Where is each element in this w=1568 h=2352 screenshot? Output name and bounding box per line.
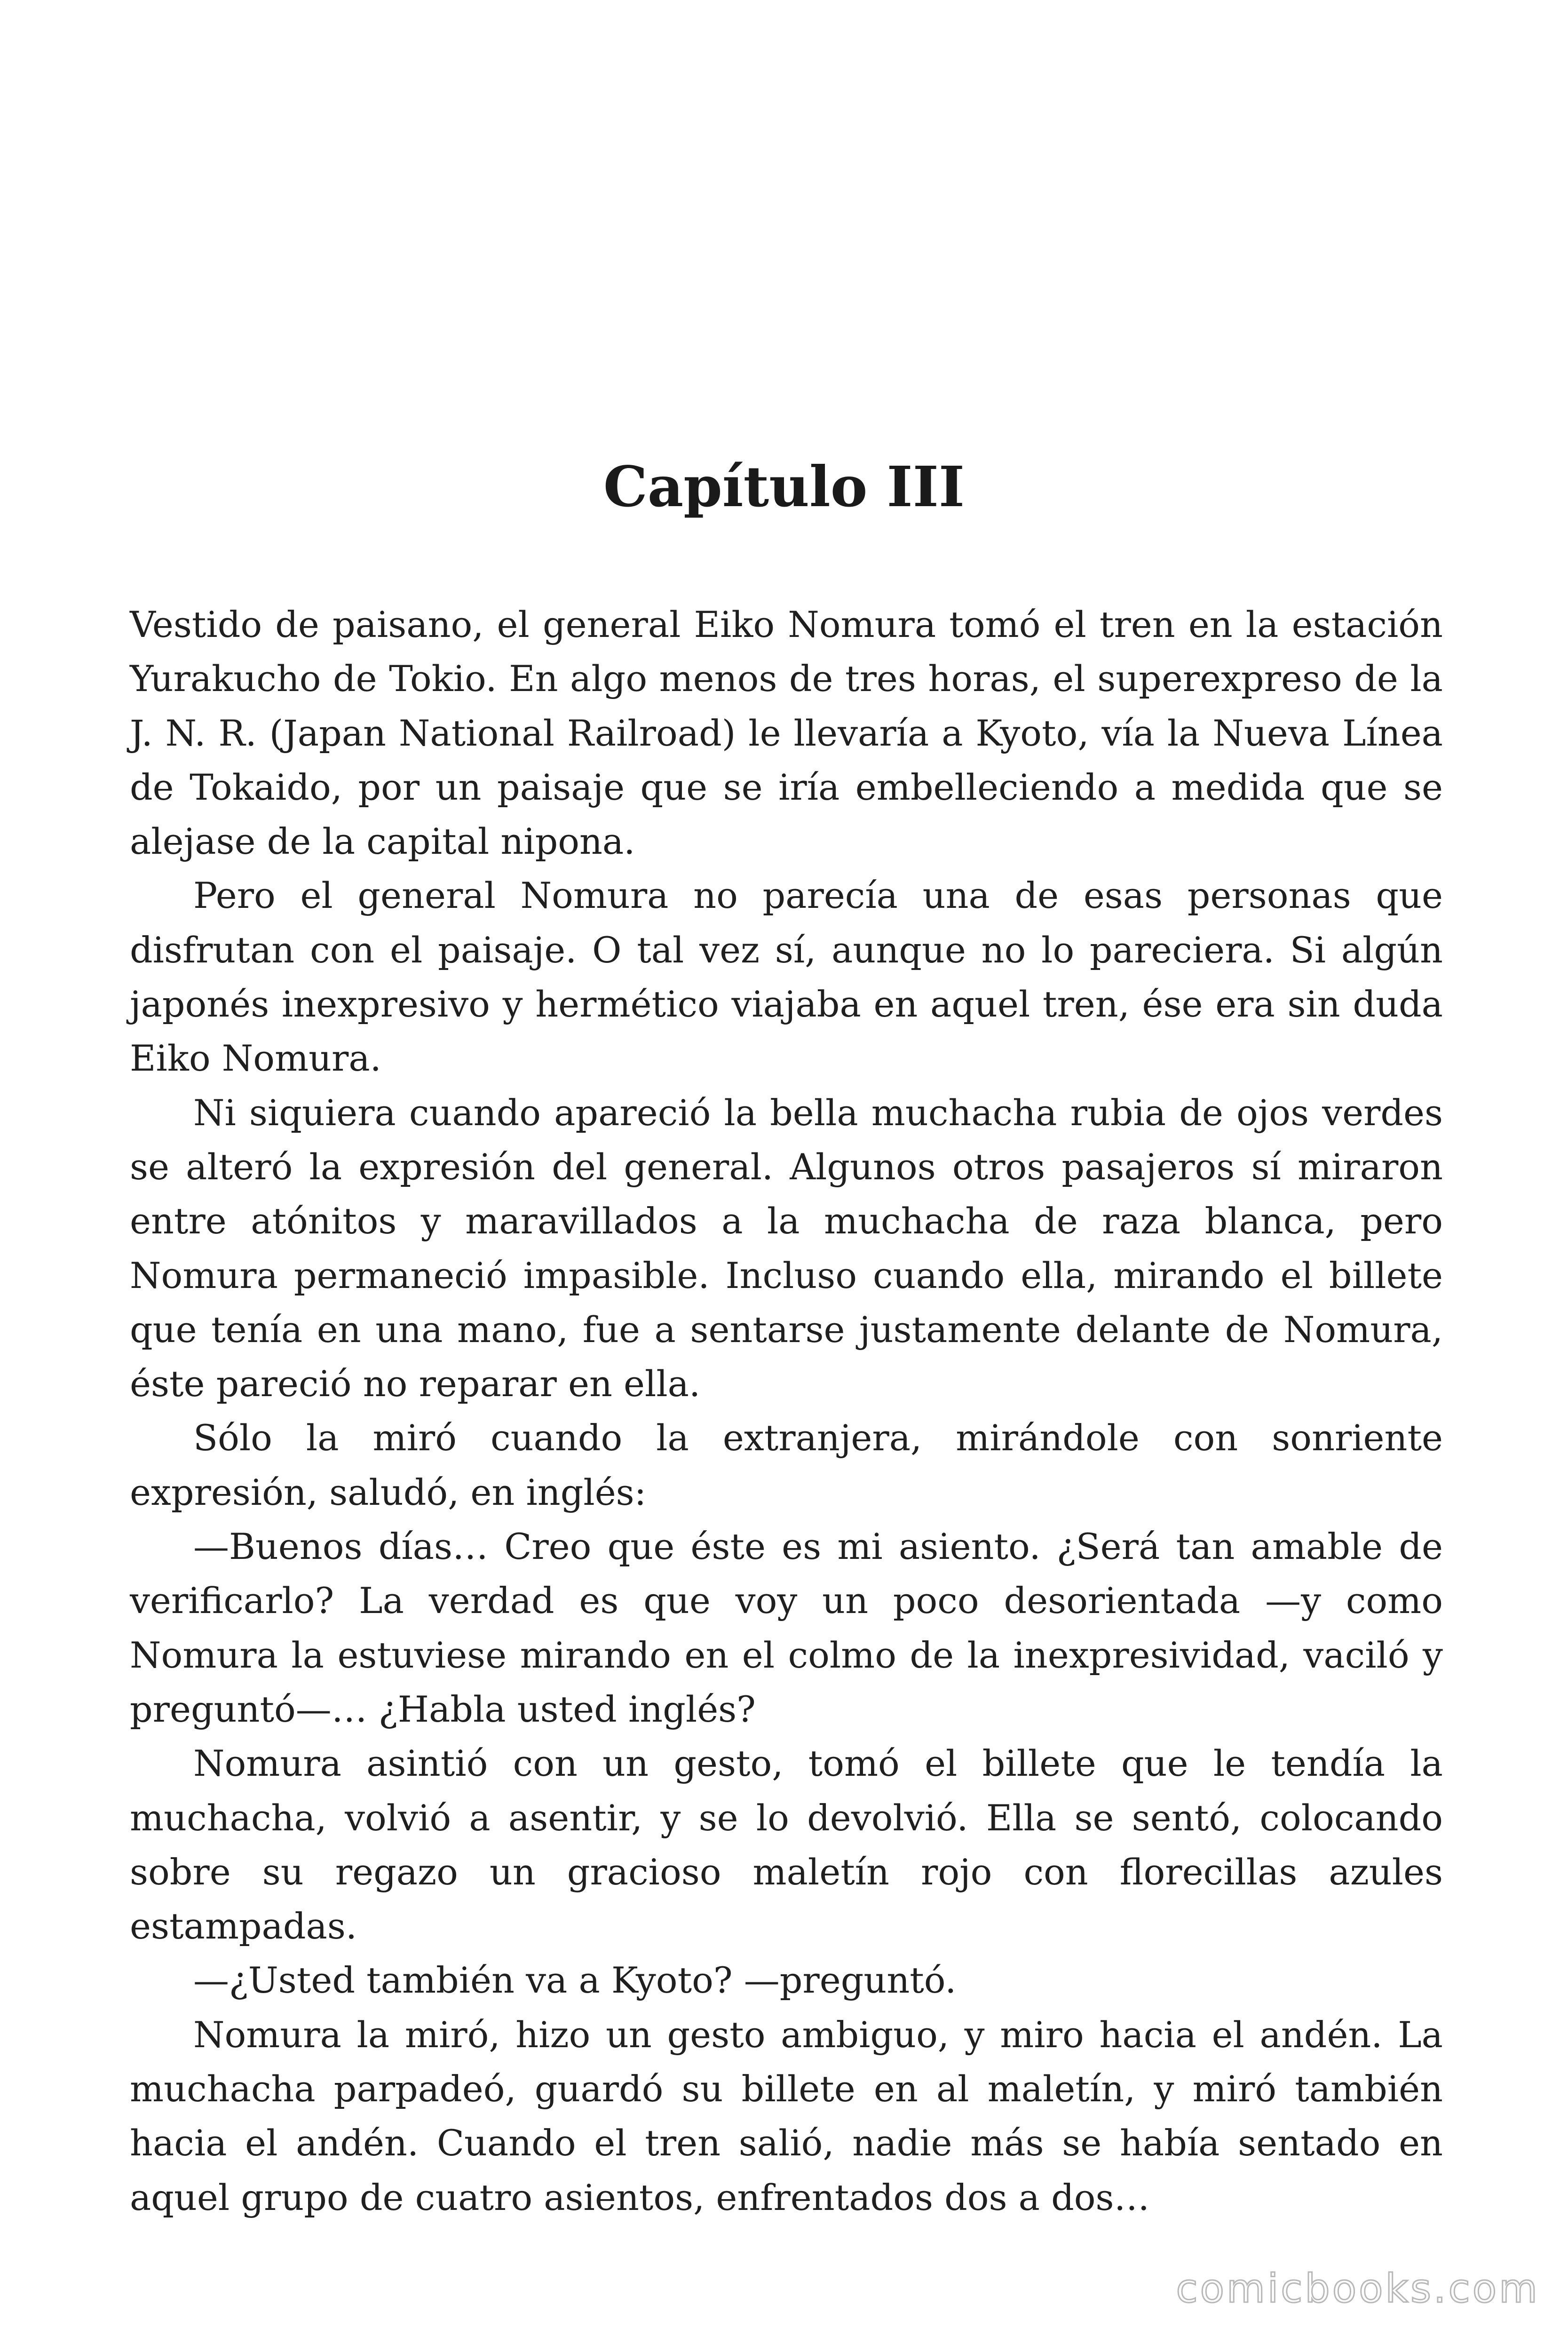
paragraph: Vestido de paisano, el general Eiko Nomura tomó el tren en la estación Yurakucho de Tokio. En algo menos de tres horas, el superexpreso de la J. N. R. (Japan National Railroad) le llevaría a Kyoto, vía la Nueva Línea de Tokaido, por un paisaje que se iría embelleciendo a medida que se alejase de la capital nipona. [130,604,1443,863]
dialogue-paragraph: —¿Usted también va a Kyoto? —preguntó. [193,1959,957,2002]
paragraph: Ni siquiera cuando apareció la bella muchacha rubia de ojos verdes se alteró la expresión del general. Algunos otros pasajeros sí miraron entre atónitos y maravillados a la muchacha de raza blanca, pero Nomura permaneció impasible. Incluso cuando ella, mirando el billete que tenía en una mano, fue a sentarse justamente delante de Nomura, éste pareció no reparar en ella. [130,1091,1443,1405]
dialogue-paragraph: —Buenos días… Creo que éste es mi asiento. ¿Será tan amable de verificarlo? La verdad es que voy un poco desorientada —y como Nomura la estuviese mirando en el colmo de la inexpresividad, vaciló y preguntó—… ¿Habla usted inglés? [130,1526,1443,1730]
chapter-title: Capítulo III [603,454,965,519]
paragraph: Nomura asintió con un gesto, tomó el billete que le tendía la muchacha, volvió a asentir, y se lo devolvió. Ella se sentó, colocando sobre su regazo un gracioso maletín rojo con florecillas azules estampadas. [130,1742,1443,1947]
paragraph: Pero el general Nomura no parecía una de esas personas que disfrutan con el paisaje. O tal vez sí, aunque no lo pareciera. Si algún japonés inexpresivo y hermético viajaba en aquel tren, ése era sin duda Eiko Nomura. [130,874,1443,1080]
watermark: comicbooks.com [1176,2265,1540,2312]
paragraph: Sólo la miró cuando la extranjera, mirándole con sonriente expresión, saludó, en inglés: [130,1417,1443,1513]
chapter-body [130,597,1443,2225]
paragraph: Nomura la miró, hizo un gesto ambiguo, y miro hacia el andén. La muchacha parpadeó, guardó su billete en al maletín, y miró también hacia el andén. Cuando el tren salió, nadie más se había sentado en aquel grupo de cuatro asientos, enfrentados dos a dos… [130,2013,1443,2218]
